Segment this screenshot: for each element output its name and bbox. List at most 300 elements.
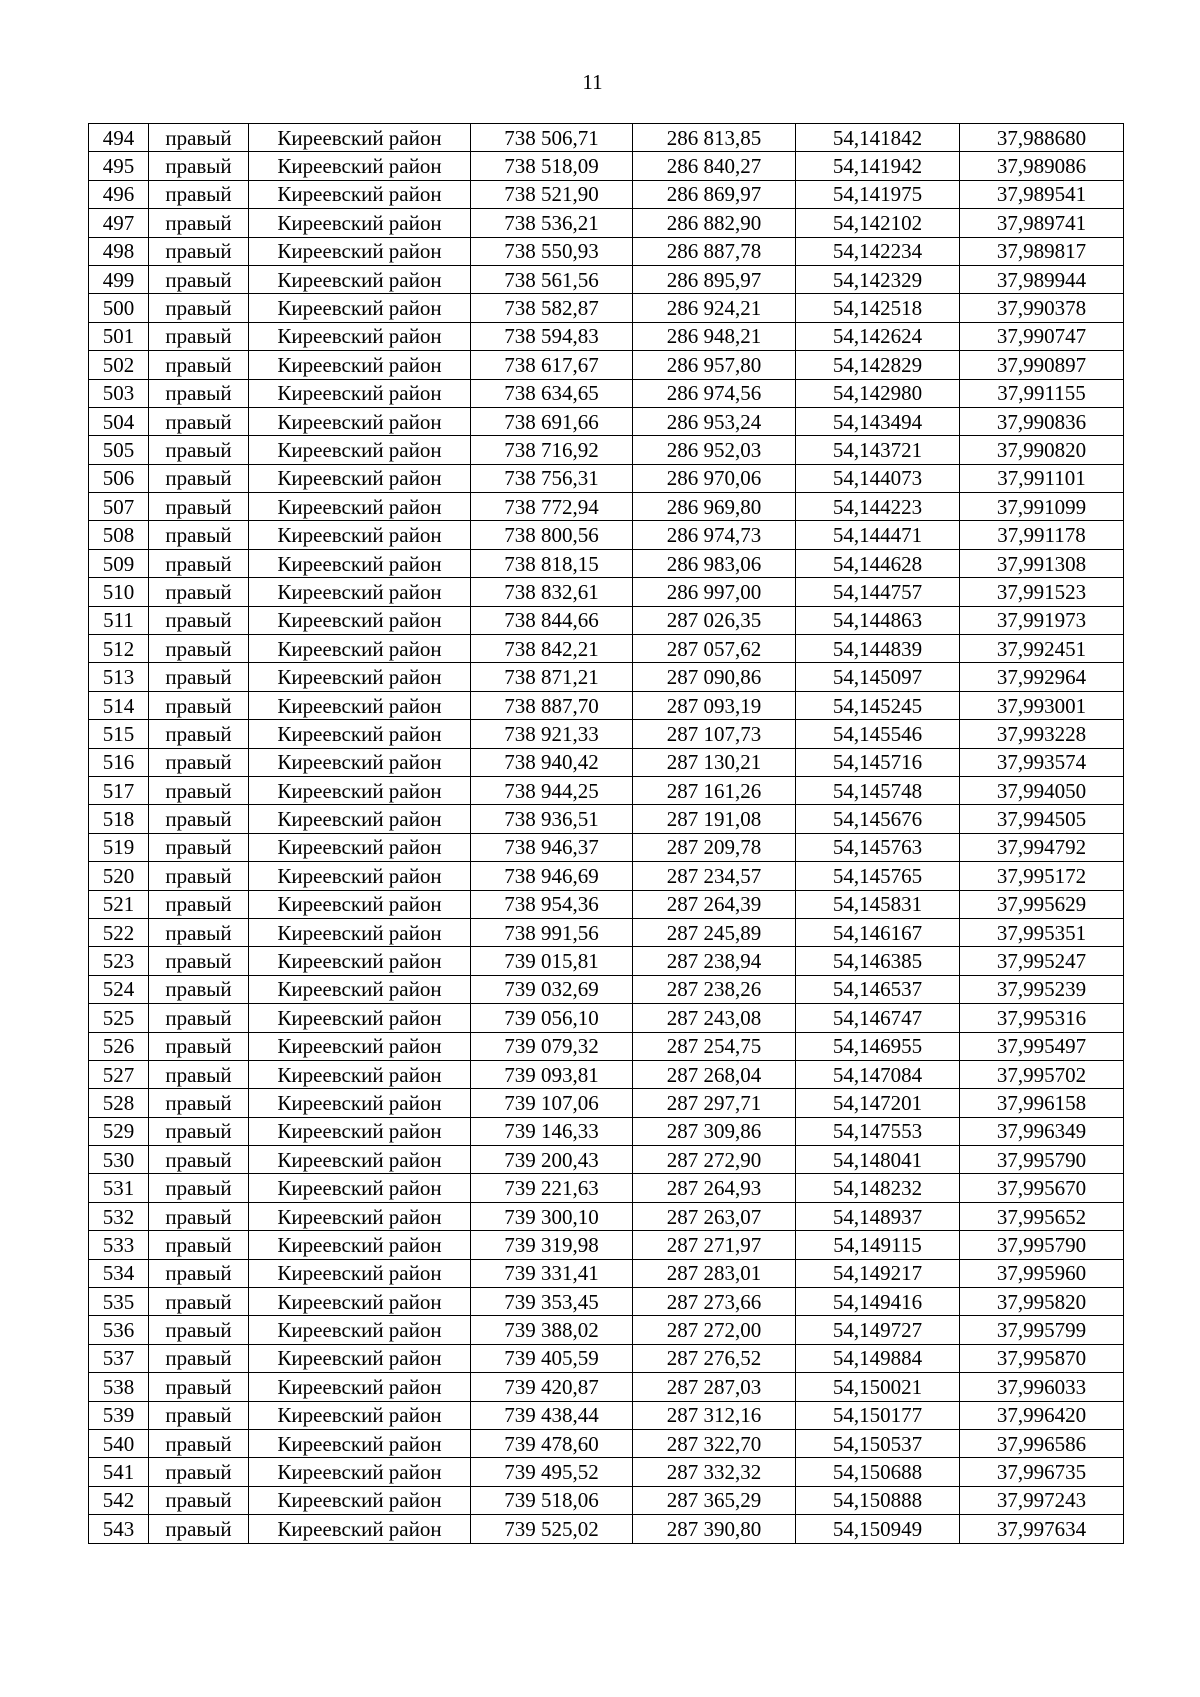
x-coordinate-cell: 738 921,33 xyxy=(471,720,633,748)
table-row xyxy=(89,748,1124,776)
point-number-cell: 536 xyxy=(89,1316,149,1344)
table-row xyxy=(89,578,1124,606)
table-row xyxy=(89,1202,1124,1230)
y-coordinate-cell: 286 952,03 xyxy=(633,436,796,464)
side-cell: правый xyxy=(149,1316,249,1344)
latitude-cell: 54,145716 xyxy=(796,748,960,776)
district-cell: Киреевский район xyxy=(249,237,471,265)
district-cell: Киреевский район xyxy=(249,1344,471,1372)
latitude-cell: 54,150021 xyxy=(796,1373,960,1401)
table-row xyxy=(89,1004,1124,1032)
latitude-cell: 54,141975 xyxy=(796,180,960,208)
latitude-cell: 54,146955 xyxy=(796,1032,960,1060)
side-cell: правый xyxy=(149,862,249,890)
side-cell: правый xyxy=(149,1259,249,1287)
x-coordinate-cell: 738 521,90 xyxy=(471,180,633,208)
point-number-cell: 500 xyxy=(89,294,149,322)
district-cell: Киреевский район xyxy=(249,379,471,407)
table-row xyxy=(89,606,1124,634)
side-cell: правый xyxy=(149,833,249,861)
district-cell: Киреевский район xyxy=(249,1117,471,1145)
latitude-cell: 54,148232 xyxy=(796,1174,960,1202)
side-cell: правый xyxy=(149,975,249,1003)
latitude-cell: 54,149727 xyxy=(796,1316,960,1344)
side-cell: правый xyxy=(149,606,249,634)
side-cell: правый xyxy=(149,663,249,691)
table-row xyxy=(89,124,1124,152)
district-cell: Киреевский район xyxy=(249,635,471,663)
point-number-cell: 521 xyxy=(89,890,149,918)
latitude-cell: 54,142102 xyxy=(796,209,960,237)
longitude-cell: 37,991155 xyxy=(960,379,1124,407)
latitude-cell: 54,144757 xyxy=(796,578,960,606)
longitude-cell: 37,990836 xyxy=(960,407,1124,435)
district-cell: Киреевский район xyxy=(249,975,471,1003)
x-coordinate-cell: 738 832,61 xyxy=(471,578,633,606)
point-number-cell: 510 xyxy=(89,578,149,606)
latitude-cell: 54,145765 xyxy=(796,862,960,890)
side-cell: правый xyxy=(149,691,249,719)
longitude-cell: 37,990897 xyxy=(960,351,1124,379)
x-coordinate-cell: 738 756,31 xyxy=(471,464,633,492)
point-number-cell: 496 xyxy=(89,180,149,208)
x-coordinate-cell: 739 221,63 xyxy=(471,1174,633,1202)
table-row xyxy=(89,379,1124,407)
point-number-cell: 537 xyxy=(89,1344,149,1372)
latitude-cell: 54,150177 xyxy=(796,1401,960,1429)
y-coordinate-cell: 287 332,32 xyxy=(633,1458,796,1486)
point-number-cell: 541 xyxy=(89,1458,149,1486)
longitude-cell: 37,995316 xyxy=(960,1004,1124,1032)
y-coordinate-cell: 287 245,89 xyxy=(633,918,796,946)
y-coordinate-cell: 287 268,04 xyxy=(633,1060,796,1088)
side-cell: правый xyxy=(149,805,249,833)
side-cell: правый xyxy=(149,379,249,407)
longitude-cell: 37,992451 xyxy=(960,635,1124,663)
table-row xyxy=(89,1316,1124,1344)
side-cell: правый xyxy=(149,1202,249,1230)
longitude-cell: 37,995820 xyxy=(960,1288,1124,1316)
latitude-cell: 54,144073 xyxy=(796,464,960,492)
district-cell: Киреевский район xyxy=(249,265,471,293)
side-cell: правый xyxy=(149,1060,249,1088)
longitude-cell: 37,996735 xyxy=(960,1458,1124,1486)
x-coordinate-cell: 738 844,66 xyxy=(471,606,633,634)
latitude-cell: 54,146747 xyxy=(796,1004,960,1032)
district-cell: Киреевский район xyxy=(249,1202,471,1230)
x-coordinate-cell: 739 525,02 xyxy=(471,1515,633,1543)
point-number-cell: 516 xyxy=(89,748,149,776)
side-cell: правый xyxy=(149,1089,249,1117)
latitude-cell: 54,142234 xyxy=(796,237,960,265)
district-cell: Киреевский район xyxy=(249,180,471,208)
point-number-cell: 520 xyxy=(89,862,149,890)
side-cell: правый xyxy=(149,152,249,180)
table-row xyxy=(89,635,1124,663)
side-cell: правый xyxy=(149,180,249,208)
point-number-cell: 499 xyxy=(89,265,149,293)
point-number-cell: 525 xyxy=(89,1004,149,1032)
point-number-cell: 518 xyxy=(89,805,149,833)
x-coordinate-cell: 739 353,45 xyxy=(471,1288,633,1316)
longitude-cell: 37,995702 xyxy=(960,1060,1124,1088)
district-cell: Киреевский район xyxy=(249,1146,471,1174)
table-row xyxy=(89,975,1124,1003)
table-row xyxy=(89,521,1124,549)
table-row xyxy=(89,776,1124,804)
y-coordinate-cell: 286 970,06 xyxy=(633,464,796,492)
latitude-cell: 54,146385 xyxy=(796,947,960,975)
y-coordinate-cell: 286 974,73 xyxy=(633,521,796,549)
longitude-cell: 37,992964 xyxy=(960,663,1124,691)
y-coordinate-cell: 287 026,35 xyxy=(633,606,796,634)
y-coordinate-cell: 287 309,86 xyxy=(633,1117,796,1145)
point-number-cell: 501 xyxy=(89,322,149,350)
longitude-cell: 37,995247 xyxy=(960,947,1124,975)
district-cell: Киреевский район xyxy=(249,152,471,180)
y-coordinate-cell: 286 957,80 xyxy=(633,351,796,379)
longitude-cell: 37,991973 xyxy=(960,606,1124,634)
x-coordinate-cell: 738 954,36 xyxy=(471,890,633,918)
latitude-cell: 54,148041 xyxy=(796,1146,960,1174)
district-cell: Киреевский район xyxy=(249,833,471,861)
district-cell: Киреевский район xyxy=(249,890,471,918)
district-cell: Киреевский район xyxy=(249,1004,471,1032)
point-number-cell: 504 xyxy=(89,407,149,435)
district-cell: Киреевский район xyxy=(249,464,471,492)
point-number-cell: 543 xyxy=(89,1515,149,1543)
x-coordinate-cell: 738 871,21 xyxy=(471,663,633,691)
point-number-cell: 542 xyxy=(89,1486,149,1514)
district-cell: Киреевский район xyxy=(249,776,471,804)
y-coordinate-cell: 287 090,86 xyxy=(633,663,796,691)
x-coordinate-cell: 738 716,92 xyxy=(471,436,633,464)
x-coordinate-cell: 739 079,32 xyxy=(471,1032,633,1060)
point-number-cell: 528 xyxy=(89,1089,149,1117)
district-cell: Киреевский район xyxy=(249,351,471,379)
table-row xyxy=(89,265,1124,293)
latitude-cell: 54,144863 xyxy=(796,606,960,634)
latitude-cell: 54,143721 xyxy=(796,436,960,464)
table-row xyxy=(89,152,1124,180)
latitude-cell: 54,147084 xyxy=(796,1060,960,1088)
district-cell: Киреевский район xyxy=(249,1373,471,1401)
side-cell: правый xyxy=(149,1231,249,1259)
point-number-cell: 529 xyxy=(89,1117,149,1145)
x-coordinate-cell: 738 940,42 xyxy=(471,748,633,776)
point-number-cell: 495 xyxy=(89,152,149,180)
x-coordinate-cell: 738 842,21 xyxy=(471,635,633,663)
y-coordinate-cell: 287 243,08 xyxy=(633,1004,796,1032)
longitude-cell: 37,989817 xyxy=(960,237,1124,265)
y-coordinate-cell: 287 234,57 xyxy=(633,862,796,890)
district-cell: Киреевский район xyxy=(249,805,471,833)
side-cell: правый xyxy=(149,1458,249,1486)
coordinates-table-body xyxy=(89,124,1124,1544)
point-number-cell: 533 xyxy=(89,1231,149,1259)
y-coordinate-cell: 287 093,19 xyxy=(633,691,796,719)
latitude-cell: 54,150949 xyxy=(796,1515,960,1543)
y-coordinate-cell: 287 283,01 xyxy=(633,1259,796,1287)
longitude-cell: 37,990820 xyxy=(960,436,1124,464)
point-number-cell: 497 xyxy=(89,209,149,237)
side-cell: правый xyxy=(149,294,249,322)
point-number-cell: 540 xyxy=(89,1429,149,1457)
y-coordinate-cell: 287 254,75 xyxy=(633,1032,796,1060)
latitude-cell: 54,145831 xyxy=(796,890,960,918)
y-coordinate-cell: 286 887,78 xyxy=(633,237,796,265)
latitude-cell: 54,150537 xyxy=(796,1429,960,1457)
longitude-cell: 37,989944 xyxy=(960,265,1124,293)
district-cell: Киреевский район xyxy=(249,918,471,946)
table-row xyxy=(89,237,1124,265)
table-row xyxy=(89,1117,1124,1145)
latitude-cell: 54,141842 xyxy=(796,124,960,152)
table-row xyxy=(89,464,1124,492)
y-coordinate-cell: 287 287,03 xyxy=(633,1373,796,1401)
longitude-cell: 37,995239 xyxy=(960,975,1124,1003)
latitude-cell: 54,142624 xyxy=(796,322,960,350)
point-number-cell: 526 xyxy=(89,1032,149,1060)
longitude-cell: 37,990378 xyxy=(960,294,1124,322)
side-cell: правый xyxy=(149,549,249,577)
longitude-cell: 37,995960 xyxy=(960,1259,1124,1287)
x-coordinate-cell: 739 518,06 xyxy=(471,1486,633,1514)
longitude-cell: 37,996033 xyxy=(960,1373,1124,1401)
point-number-cell: 503 xyxy=(89,379,149,407)
x-coordinate-cell: 739 200,43 xyxy=(471,1146,633,1174)
longitude-cell: 37,995799 xyxy=(960,1316,1124,1344)
table-row xyxy=(89,720,1124,748)
x-coordinate-cell: 738 561,56 xyxy=(471,265,633,293)
latitude-cell: 54,146167 xyxy=(796,918,960,946)
x-coordinate-cell: 739 438,44 xyxy=(471,1401,633,1429)
y-coordinate-cell: 287 312,16 xyxy=(633,1401,796,1429)
point-number-cell: 514 xyxy=(89,691,149,719)
side-cell: правый xyxy=(149,521,249,549)
y-coordinate-cell: 287 297,71 xyxy=(633,1089,796,1117)
x-coordinate-cell: 738 991,56 xyxy=(471,918,633,946)
district-cell: Киреевский район xyxy=(249,1259,471,1287)
longitude-cell: 37,995870 xyxy=(960,1344,1124,1372)
side-cell: правый xyxy=(149,578,249,606)
longitude-cell: 37,993001 xyxy=(960,691,1124,719)
latitude-cell: 54,143494 xyxy=(796,407,960,435)
y-coordinate-cell: 286 840,27 xyxy=(633,152,796,180)
table-row xyxy=(89,1089,1124,1117)
longitude-cell: 37,991099 xyxy=(960,493,1124,521)
longitude-cell: 37,994505 xyxy=(960,805,1124,833)
longitude-cell: 37,991523 xyxy=(960,578,1124,606)
district-cell: Киреевский район xyxy=(249,748,471,776)
point-number-cell: 532 xyxy=(89,1202,149,1230)
longitude-cell: 37,995652 xyxy=(960,1202,1124,1230)
longitude-cell: 37,997243 xyxy=(960,1486,1124,1514)
table-row xyxy=(89,407,1124,435)
side-cell: правый xyxy=(149,1117,249,1145)
longitude-cell: 37,995629 xyxy=(960,890,1124,918)
district-cell: Киреевский район xyxy=(249,1231,471,1259)
longitude-cell: 37,988680 xyxy=(960,124,1124,152)
point-number-cell: 522 xyxy=(89,918,149,946)
point-number-cell: 517 xyxy=(89,776,149,804)
table-row xyxy=(89,1458,1124,1486)
side-cell: правый xyxy=(149,124,249,152)
table-row xyxy=(89,1429,1124,1457)
district-cell: Киреевский район xyxy=(249,1089,471,1117)
table-row xyxy=(89,549,1124,577)
point-number-cell: 538 xyxy=(89,1373,149,1401)
side-cell: правый xyxy=(149,407,249,435)
longitude-cell: 37,991178 xyxy=(960,521,1124,549)
table-row xyxy=(89,351,1124,379)
latitude-cell: 54,144471 xyxy=(796,521,960,549)
side-cell: правый xyxy=(149,1146,249,1174)
district-cell: Киреевский район xyxy=(249,1316,471,1344)
point-number-cell: 539 xyxy=(89,1401,149,1429)
x-coordinate-cell: 738 582,87 xyxy=(471,294,633,322)
x-coordinate-cell: 738 887,70 xyxy=(471,691,633,719)
longitude-cell: 37,991308 xyxy=(960,549,1124,577)
latitude-cell: 54,142329 xyxy=(796,265,960,293)
y-coordinate-cell: 287 390,80 xyxy=(633,1515,796,1543)
longitude-cell: 37,995497 xyxy=(960,1032,1124,1060)
table-row xyxy=(89,918,1124,946)
y-coordinate-cell: 287 057,62 xyxy=(633,635,796,663)
district-cell: Киреевский район xyxy=(249,663,471,691)
latitude-cell: 54,145676 xyxy=(796,805,960,833)
district-cell: Киреевский район xyxy=(249,436,471,464)
y-coordinate-cell: 286 974,56 xyxy=(633,379,796,407)
side-cell: правый xyxy=(149,322,249,350)
y-coordinate-cell: 286 813,85 xyxy=(633,124,796,152)
district-cell: Киреевский район xyxy=(249,1401,471,1429)
district-cell: Киреевский район xyxy=(249,521,471,549)
page-number: 11 xyxy=(582,70,603,94)
latitude-cell: 54,145546 xyxy=(796,720,960,748)
y-coordinate-cell: 287 264,39 xyxy=(633,890,796,918)
x-coordinate-cell: 738 634,65 xyxy=(471,379,633,407)
y-coordinate-cell: 287 263,07 xyxy=(633,1202,796,1230)
latitude-cell: 54,147553 xyxy=(796,1117,960,1145)
x-coordinate-cell: 738 617,67 xyxy=(471,351,633,379)
y-coordinate-cell: 286 882,90 xyxy=(633,209,796,237)
point-number-cell: 534 xyxy=(89,1259,149,1287)
latitude-cell: 54,150688 xyxy=(796,1458,960,1486)
side-cell: правый xyxy=(149,947,249,975)
y-coordinate-cell: 287 107,73 xyxy=(633,720,796,748)
table-row xyxy=(89,1032,1124,1060)
x-coordinate-cell: 739 015,81 xyxy=(471,947,633,975)
y-coordinate-cell: 286 983,06 xyxy=(633,549,796,577)
side-cell: правый xyxy=(149,918,249,946)
latitude-cell: 54,145763 xyxy=(796,833,960,861)
latitude-cell: 54,149115 xyxy=(796,1231,960,1259)
longitude-cell: 37,996586 xyxy=(960,1429,1124,1457)
longitude-cell: 37,993574 xyxy=(960,748,1124,776)
x-coordinate-cell: 738 518,09 xyxy=(471,152,633,180)
x-coordinate-cell: 739 107,06 xyxy=(471,1089,633,1117)
table-row xyxy=(89,1231,1124,1259)
side-cell: правый xyxy=(149,635,249,663)
district-cell: Киреевский район xyxy=(249,862,471,890)
y-coordinate-cell: 286 953,24 xyxy=(633,407,796,435)
y-coordinate-cell: 286 895,97 xyxy=(633,265,796,293)
table-row xyxy=(89,294,1124,322)
x-coordinate-cell: 739 405,59 xyxy=(471,1344,633,1372)
point-number-cell: 498 xyxy=(89,237,149,265)
x-coordinate-cell: 739 032,69 xyxy=(471,975,633,1003)
latitude-cell: 54,141942 xyxy=(796,152,960,180)
side-cell: правый xyxy=(149,1344,249,1372)
y-coordinate-cell: 287 271,97 xyxy=(633,1231,796,1259)
x-coordinate-cell: 739 478,60 xyxy=(471,1429,633,1457)
table-row xyxy=(89,436,1124,464)
district-cell: Киреевский район xyxy=(249,606,471,634)
point-number-cell: 505 xyxy=(89,436,149,464)
point-number-cell: 523 xyxy=(89,947,149,975)
y-coordinate-cell: 287 272,90 xyxy=(633,1146,796,1174)
side-cell: правый xyxy=(149,1288,249,1316)
latitude-cell: 54,142518 xyxy=(796,294,960,322)
point-number-cell: 513 xyxy=(89,663,149,691)
x-coordinate-cell: 739 093,81 xyxy=(471,1060,633,1088)
table-row xyxy=(89,180,1124,208)
side-cell: правый xyxy=(149,720,249,748)
district-cell: Киреевский район xyxy=(249,294,471,322)
table-row xyxy=(89,1146,1124,1174)
side-cell: правый xyxy=(149,776,249,804)
point-number-cell: 506 xyxy=(89,464,149,492)
district-cell: Киреевский район xyxy=(249,322,471,350)
y-coordinate-cell: 287 264,93 xyxy=(633,1174,796,1202)
latitude-cell: 54,149217 xyxy=(796,1259,960,1287)
x-coordinate-cell: 739 420,87 xyxy=(471,1373,633,1401)
y-coordinate-cell: 286 869,97 xyxy=(633,180,796,208)
y-coordinate-cell: 287 238,94 xyxy=(633,947,796,975)
x-coordinate-cell: 739 388,02 xyxy=(471,1316,633,1344)
district-cell: Киреевский район xyxy=(249,578,471,606)
table-row xyxy=(89,1486,1124,1514)
district-cell: Киреевский район xyxy=(249,1032,471,1060)
latitude-cell: 54,144839 xyxy=(796,635,960,663)
x-coordinate-cell: 738 800,56 xyxy=(471,521,633,549)
latitude-cell: 54,144628 xyxy=(796,549,960,577)
district-cell: Киреевский район xyxy=(249,1486,471,1514)
district-cell: Киреевский район xyxy=(249,407,471,435)
longitude-cell: 37,989086 xyxy=(960,152,1124,180)
table-row xyxy=(89,1060,1124,1088)
y-coordinate-cell: 286 948,21 xyxy=(633,322,796,350)
district-cell: Киреевский район xyxy=(249,209,471,237)
longitude-cell: 37,996158 xyxy=(960,1089,1124,1117)
x-coordinate-cell: 739 319,98 xyxy=(471,1231,633,1259)
longitude-cell: 37,995790 xyxy=(960,1146,1124,1174)
table-row xyxy=(89,862,1124,890)
table-row xyxy=(89,1344,1124,1372)
point-number-cell: 527 xyxy=(89,1060,149,1088)
side-cell: правый xyxy=(149,464,249,492)
point-number-cell: 508 xyxy=(89,521,149,549)
side-cell: правый xyxy=(149,1486,249,1514)
side-cell: правый xyxy=(149,748,249,776)
point-number-cell: 502 xyxy=(89,351,149,379)
y-coordinate-cell: 286 969,80 xyxy=(633,493,796,521)
x-coordinate-cell: 738 946,37 xyxy=(471,833,633,861)
y-coordinate-cell: 286 924,21 xyxy=(633,294,796,322)
x-coordinate-cell: 738 550,93 xyxy=(471,237,633,265)
y-coordinate-cell: 287 276,52 xyxy=(633,1344,796,1372)
